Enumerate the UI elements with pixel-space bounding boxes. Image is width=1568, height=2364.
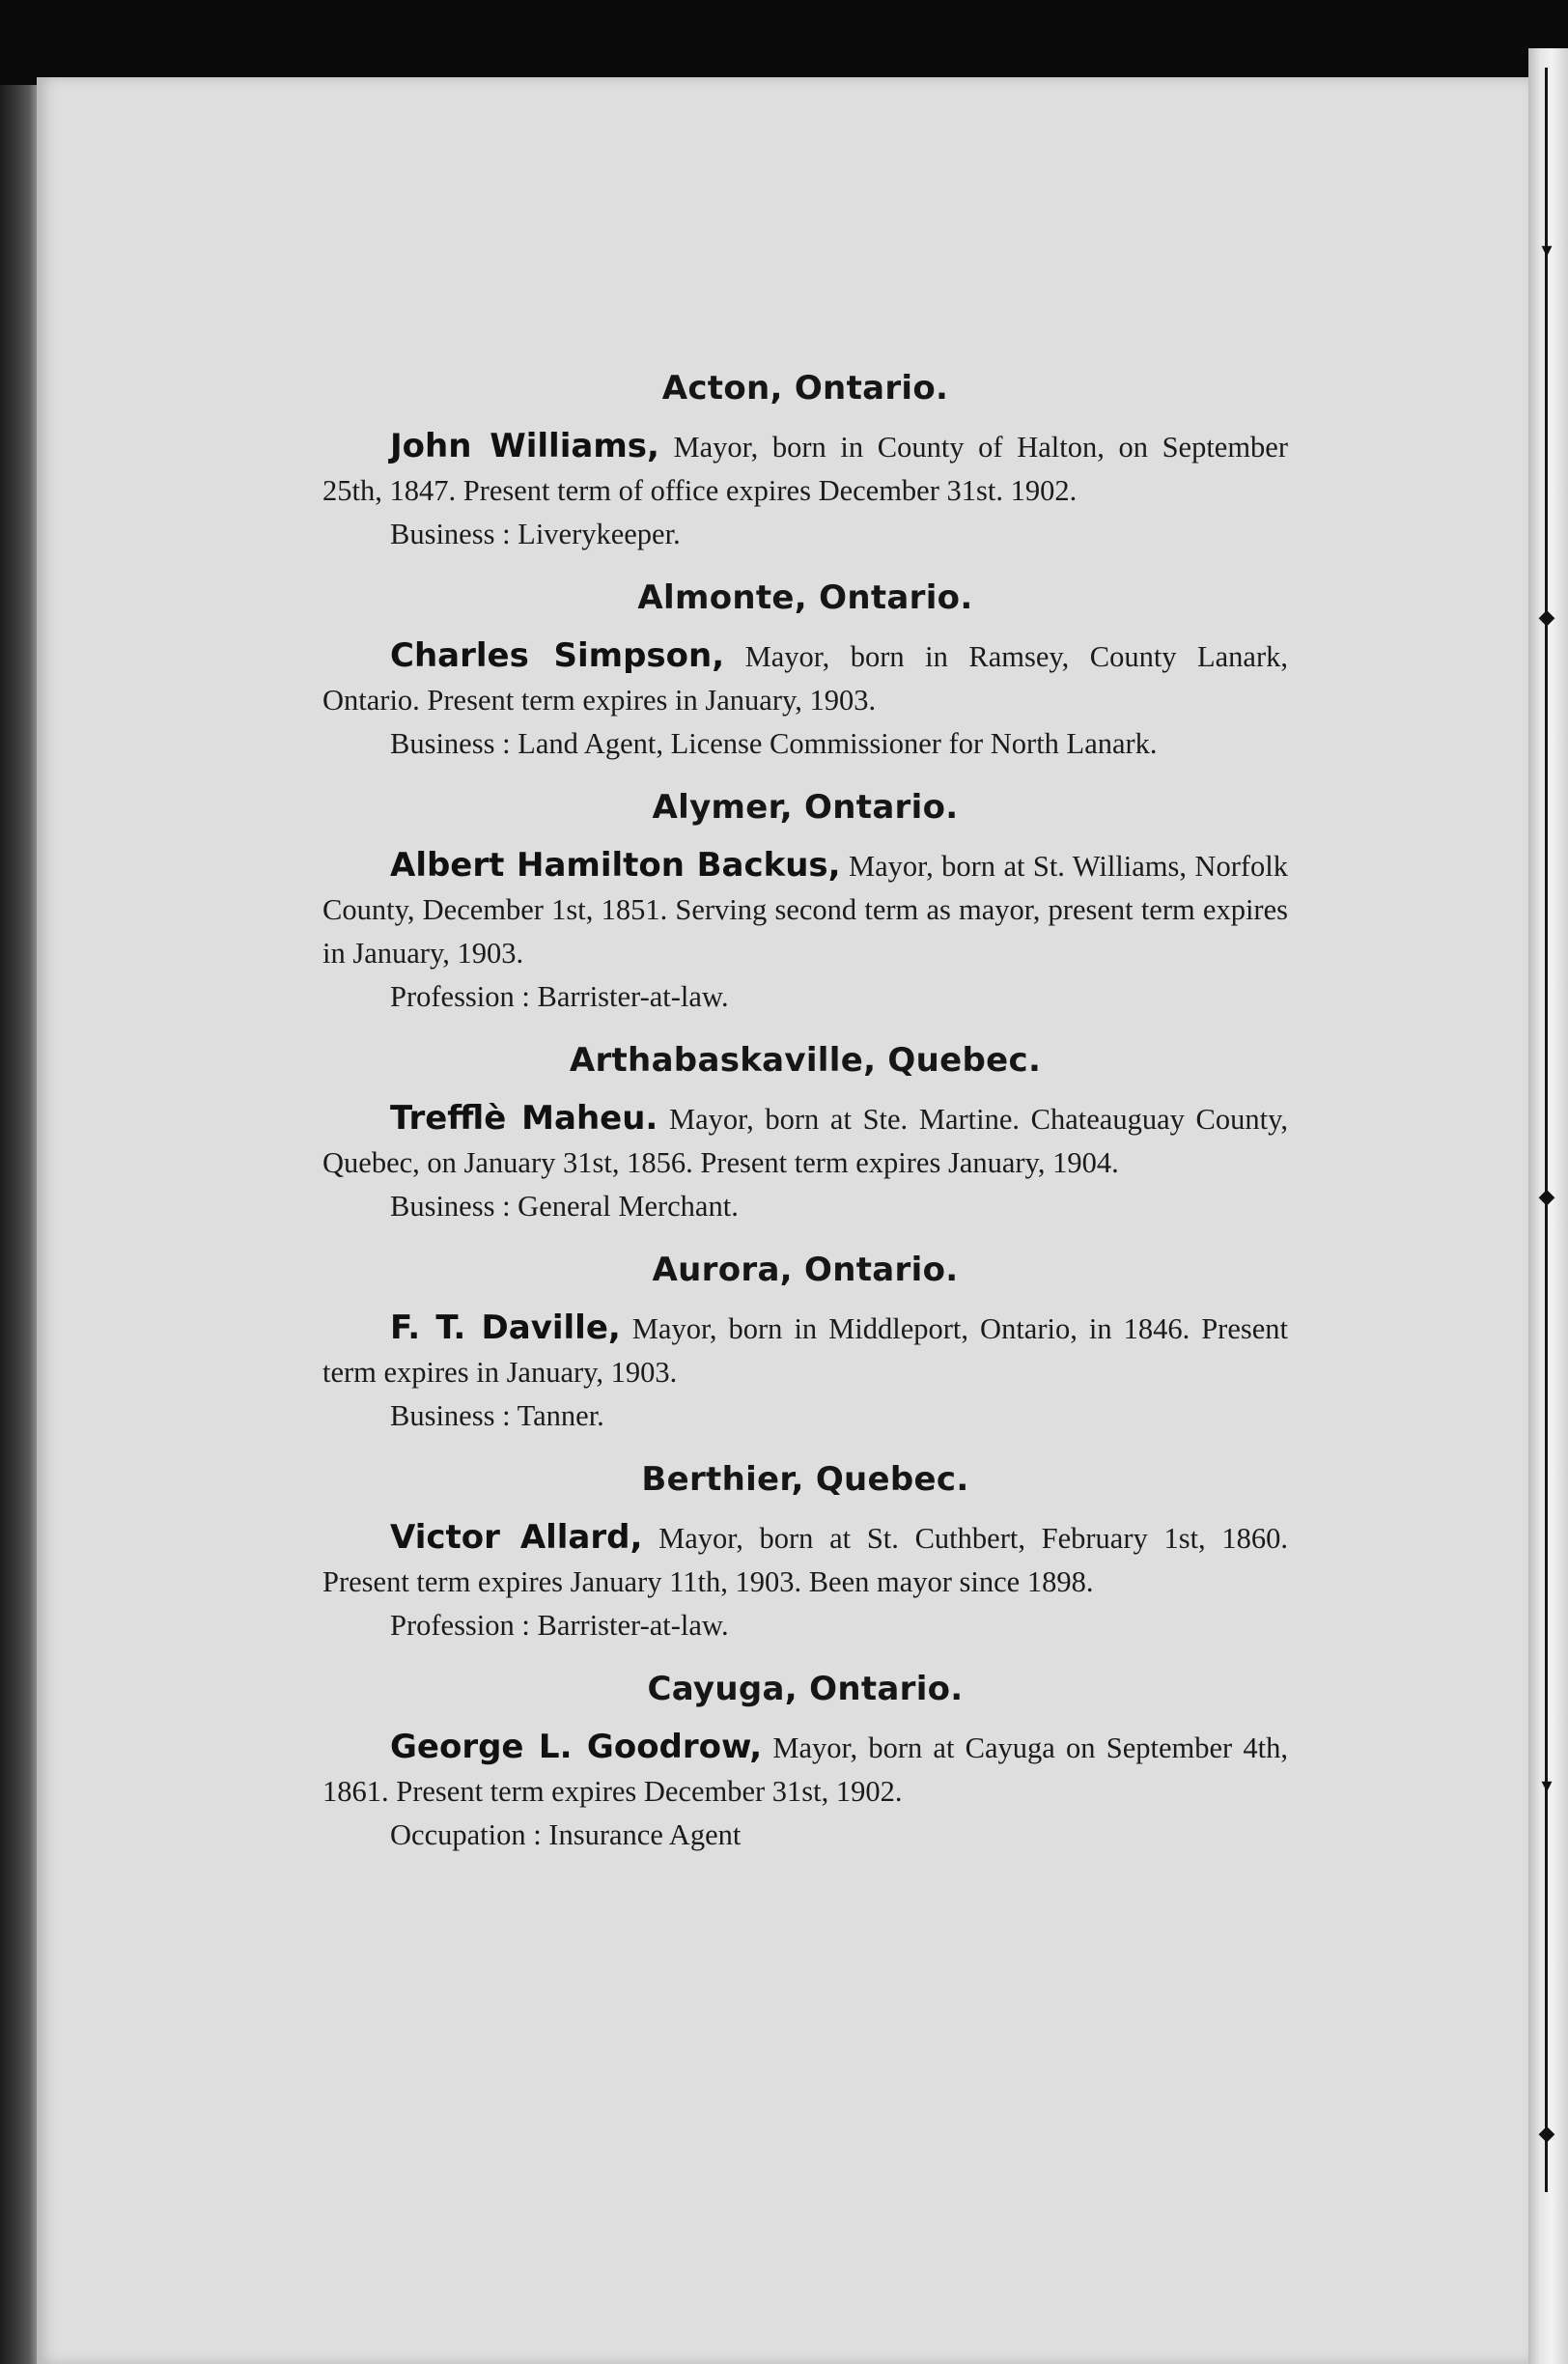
mayor-occupation: Profession : Barrister-at-law. bbox=[390, 1609, 729, 1642]
mayor-name: Trefflè Maheu. bbox=[390, 1099, 658, 1138]
town-heading: Arthabaskaville, Quebec. bbox=[569, 1041, 1042, 1080]
page-edge-border bbox=[1528, 48, 1568, 2364]
mayor-biography bbox=[322, 1516, 1288, 1604]
town-heading: Almonte, Ontario. bbox=[637, 578, 973, 617]
mayor-biography bbox=[322, 425, 1288, 513]
mayor-entry bbox=[322, 1251, 1288, 1438]
mayor-occupation: Profession : Barrister-at-law. bbox=[390, 980, 729, 1013]
mayor-biography bbox=[322, 1726, 1288, 1814]
page-text bbox=[322, 369, 1288, 1857]
arrow-ornament-icon: ▾ bbox=[1541, 1774, 1553, 1798]
mayor-details: Mayor, born at St. Williams, Norfolk County, December 1st, 1851. Serving second term as mayor, present term expires in January, 1903. bbox=[322, 850, 1288, 970]
mayor-entry bbox=[322, 1670, 1288, 1857]
mayor-details: Mayor, born in County of Halton, on September 25th, 1847. Present term of office expires December 31st. 1902. bbox=[322, 431, 1289, 507]
mayor-biography bbox=[322, 1307, 1288, 1394]
town-heading: Cayuga, Ontario. bbox=[647, 1670, 964, 1708]
flourish-ornament-icon: ◆ bbox=[1538, 2122, 1555, 2146]
mayor-name: Albert Hamilton Backus, bbox=[390, 846, 841, 885]
mayor-entry bbox=[322, 1041, 1288, 1228]
mayor-biography bbox=[322, 844, 1288, 975]
mayor-occupation: Business : Tanner. bbox=[390, 1399, 604, 1432]
mayor-occupation: Business : General Merchant. bbox=[390, 1190, 739, 1223]
town-heading: Acton, Ontario. bbox=[661, 369, 949, 408]
town-heading: Alymer, Ontario. bbox=[652, 788, 959, 827]
mayor-details: Mayor, born at Cayuga on September 4th, 1861. Present term expires December 31st, 1902. bbox=[322, 1731, 1288, 1808]
mayor-name: F. T. Daville, bbox=[390, 1309, 621, 1347]
mayor-details: Mayor, born at Ste. Martine. Chateauguay County, Quebec, on January 31st, 1856. Present term expires January, 1904. bbox=[322, 1103, 1288, 1179]
mayor-biography bbox=[322, 634, 1288, 722]
mayor-name: George L. Goodrow, bbox=[390, 1728, 763, 1766]
mayor-occupation: Business : Land Agent, License Commissioner for North Lanark. bbox=[390, 727, 1158, 760]
mayor-entry bbox=[322, 369, 1288, 556]
mayor-name: Charles Simpson, bbox=[390, 636, 725, 675]
mayor-entry bbox=[322, 1460, 1288, 1647]
mayor-details: Mayor, born at St. Cuthbert, February 1st, 1860. Present term expires January 11th, 1903. Been mayor since 1898. bbox=[322, 1522, 1288, 1598]
mayor-name: John Williams, bbox=[390, 427, 659, 465]
knot-ornament-icon: ◆ bbox=[1538, 1185, 1555, 1209]
arrow-ornament-icon: ▾ bbox=[1541, 239, 1553, 263]
town-heading: Aurora, Ontario. bbox=[652, 1251, 959, 1289]
vertical-rule bbox=[1545, 68, 1548, 2192]
town-heading: Berthier, Quebec. bbox=[641, 1460, 969, 1499]
knot-ornament-icon: ◆ bbox=[1538, 605, 1555, 630]
mayor-name: Victor Allard, bbox=[390, 1518, 643, 1557]
mayor-details: Mayor, born in Ramsey, County Lanark, Ontario. Present term expires in January, 1903. bbox=[322, 640, 1288, 717]
mayor-details: Mayor, born in Middleport, Ontario, in 1846. Present term expires in January, 1903. bbox=[322, 1312, 1288, 1389]
mayor-entry bbox=[322, 788, 1288, 1019]
mayor-occupation: Occupation : Insurance Agent bbox=[390, 1818, 742, 1851]
mayor-biography bbox=[322, 1097, 1288, 1185]
mayor-occupation: Business : Liverykeeper. bbox=[390, 518, 681, 550]
mayor-entry bbox=[322, 578, 1288, 766]
book-spine-shadow bbox=[0, 85, 37, 2364]
